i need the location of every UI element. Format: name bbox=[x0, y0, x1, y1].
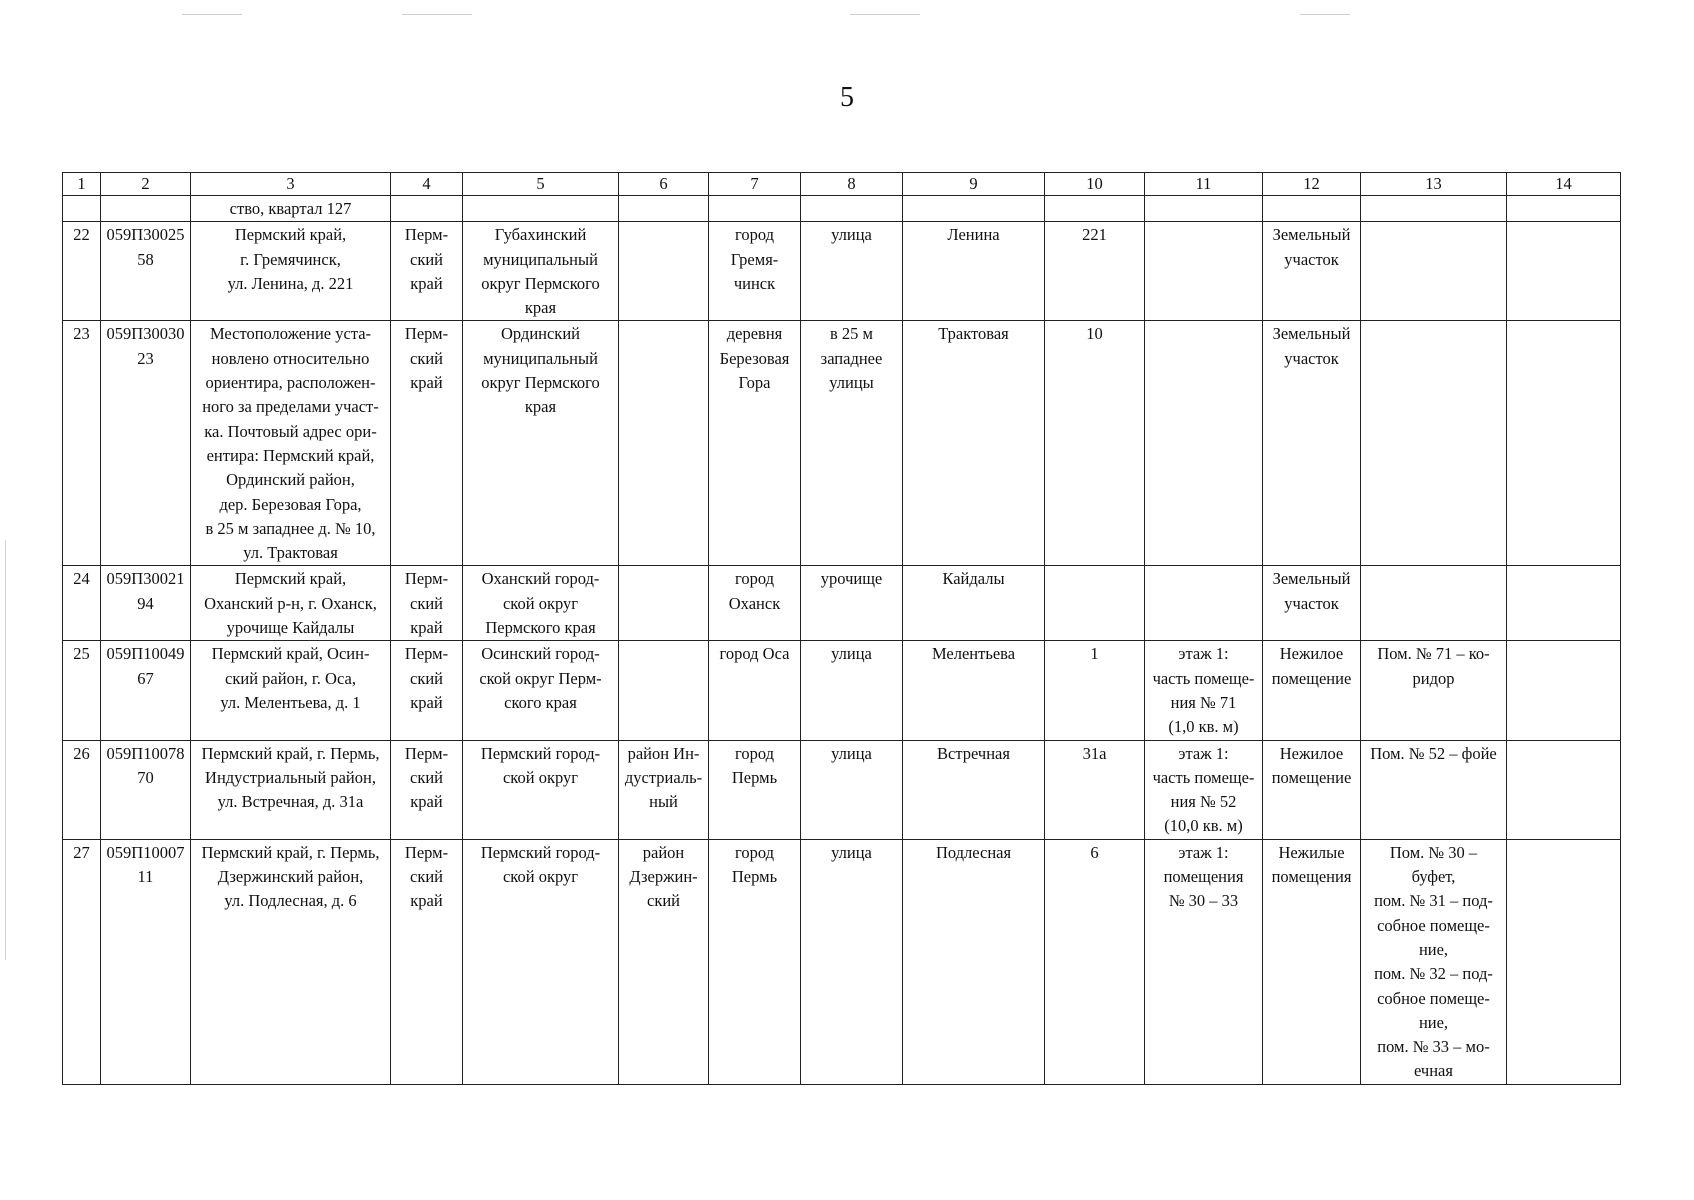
table-cell bbox=[801, 222, 903, 321]
cell-text-line: участок bbox=[1284, 348, 1339, 368]
table-cell bbox=[1045, 321, 1145, 566]
cell-text-line: урочище Кайдалы bbox=[226, 618, 355, 638]
cell-text-line: край bbox=[410, 891, 443, 911]
cell-text-line: ентира: Пермский край, bbox=[206, 445, 375, 465]
table-cell bbox=[709, 566, 801, 641]
table-cell bbox=[101, 196, 191, 222]
cell-text-line: Перм- bbox=[404, 743, 449, 763]
cell-text-line: часть помеще- bbox=[1152, 767, 1255, 787]
cell-text-line: пом. № 33 – мо- bbox=[1377, 1037, 1490, 1057]
cell-text-line: Земельный bbox=[1272, 225, 1351, 245]
table-cell bbox=[101, 222, 191, 321]
table-cell bbox=[903, 196, 1045, 222]
table-cell bbox=[63, 641, 101, 740]
cell-text-line: Дзержинский район, bbox=[217, 867, 364, 887]
table-cell bbox=[1361, 740, 1507, 839]
table-cell bbox=[63, 321, 101, 566]
cell-text-line: Оханский р-н, г. Оханск, bbox=[204, 593, 377, 613]
cell-text-line: улица bbox=[831, 225, 872, 245]
cell-text-line: ние, bbox=[1418, 1012, 1449, 1032]
table-cell bbox=[463, 641, 619, 740]
page-number: 5 bbox=[840, 82, 854, 113]
cell-text-line: 70 bbox=[137, 767, 154, 787]
cell-text-line: ского края bbox=[504, 692, 577, 712]
cell-text-line: № 30 – 33 bbox=[1168, 891, 1239, 911]
table-cell bbox=[619, 566, 709, 641]
cell-text-line: ский bbox=[410, 348, 443, 368]
table-cell bbox=[1361, 196, 1507, 222]
cell-text-line: ние, bbox=[1418, 939, 1449, 959]
cell-text-line: 11 bbox=[137, 867, 154, 887]
column-header: 13 bbox=[1361, 173, 1507, 196]
cell-text-line: ский bbox=[410, 249, 443, 269]
cell-text-line: улицы bbox=[829, 373, 874, 393]
cell-text-line: Нежилые bbox=[1278, 842, 1345, 862]
table-cell bbox=[63, 839, 101, 1084]
cell-text-line: Пермь bbox=[731, 867, 778, 887]
cell-text-line: Пермского края bbox=[485, 618, 596, 638]
table-cell bbox=[463, 222, 619, 321]
table-cell bbox=[391, 740, 463, 839]
cell-text-line: новлено относительно bbox=[211, 348, 370, 368]
table-cell bbox=[191, 321, 391, 566]
table-row bbox=[63, 839, 1621, 1084]
table-cell bbox=[391, 641, 463, 740]
cell-text-line: помещение bbox=[1271, 767, 1352, 787]
column-header: 4 bbox=[391, 173, 463, 196]
table-cell bbox=[801, 196, 903, 222]
table-cell bbox=[391, 839, 463, 1084]
cell-text-line: Пермский край, г. Пермь, bbox=[201, 842, 380, 862]
cell-text-line: западнее bbox=[820, 348, 883, 368]
table-cell bbox=[391, 196, 463, 222]
cell-text-line: ской округ bbox=[502, 867, 579, 887]
column-header: 7 bbox=[709, 173, 801, 196]
cell-text-line: улица bbox=[831, 842, 872, 862]
cell-text-line: Ординский bbox=[500, 324, 580, 344]
table-cell bbox=[463, 321, 619, 566]
cell-text-line: в 25 м западнее д. № 10, bbox=[205, 518, 376, 538]
cell-text-line: ский район, г. Оса, bbox=[225, 668, 356, 688]
cell-text-line: края bbox=[524, 397, 557, 417]
cell-text-line: ориентира, расположен- bbox=[205, 373, 376, 393]
table-cell bbox=[1145, 222, 1263, 321]
cell-text-line: дустриаль- bbox=[624, 767, 703, 787]
table-cell bbox=[1361, 321, 1507, 566]
table-cell bbox=[801, 740, 903, 839]
cell-text-line: собное помеще- bbox=[1377, 915, 1490, 935]
table-cell bbox=[1361, 566, 1507, 641]
cell-text-line: Губахинский bbox=[494, 225, 587, 245]
table-cell bbox=[709, 222, 801, 321]
table-cell bbox=[1263, 196, 1361, 222]
cell-text-line: ка. Почтовый адрес ори- bbox=[204, 421, 377, 441]
cell-text-line: Пермский край, bbox=[234, 225, 347, 245]
cell-text-line: 67 bbox=[137, 668, 154, 688]
table-cell bbox=[463, 566, 619, 641]
table-row bbox=[63, 196, 1621, 222]
table-cell bbox=[101, 566, 191, 641]
cell-text-line: чинск bbox=[733, 273, 776, 293]
cell-text-line: муниципальный bbox=[483, 348, 598, 368]
cell-text-line: участок bbox=[1284, 593, 1339, 613]
cell-text-line: 059П30030 bbox=[106, 324, 185, 344]
table-cell bbox=[1507, 641, 1621, 740]
cell-text-line: 059П10078 bbox=[106, 743, 185, 763]
table-cell bbox=[1507, 740, 1621, 839]
table-cell bbox=[1045, 839, 1145, 1084]
table-cell bbox=[619, 641, 709, 740]
table-cell bbox=[1045, 222, 1145, 321]
cell-text-line: край bbox=[410, 792, 443, 812]
cell-text-line: ечная bbox=[1414, 1061, 1453, 1081]
cell-text-line: буфет, bbox=[1411, 867, 1456, 887]
table-cell bbox=[63, 222, 101, 321]
cell-text-line: ного за пределами участ- bbox=[202, 397, 379, 417]
cell-text-line: помещения bbox=[1271, 867, 1352, 887]
cell-text-line: Дзержин- bbox=[629, 867, 698, 887]
cell-text-line: 059П30025 bbox=[106, 225, 185, 245]
cell-text-line: ский bbox=[410, 867, 443, 887]
table-cell bbox=[463, 196, 619, 222]
cell-text-line: округ Пермского bbox=[481, 373, 600, 393]
cell-text-line: ской округ bbox=[502, 593, 579, 613]
table-cell bbox=[1507, 566, 1621, 641]
table-cell bbox=[903, 839, 1045, 1084]
cell-text-line: пом. № 32 – под- bbox=[1374, 964, 1493, 984]
cell-text-line: помещение bbox=[1271, 668, 1352, 688]
cell-text-line: Пом. № 52 – фойе bbox=[1370, 743, 1497, 763]
table-cell bbox=[709, 321, 801, 566]
cell-text-line: район Ин- bbox=[627, 743, 700, 763]
cell-text-line: ской округ bbox=[502, 767, 579, 787]
cell-text-line: ул. Ленина, д. 221 bbox=[227, 273, 354, 293]
table-cell bbox=[463, 740, 619, 839]
cell-text-line: ской округ Перм- bbox=[479, 668, 602, 688]
cell-text-line: 94 bbox=[137, 593, 154, 613]
cell-text-line: округ Пермского bbox=[481, 273, 600, 293]
cell-text-line: ния № 52 bbox=[1170, 792, 1237, 812]
table-cell bbox=[1045, 641, 1145, 740]
cell-text-line: Гремя- bbox=[730, 249, 779, 269]
cell-text-line: Трактовая bbox=[938, 324, 1009, 344]
scan-artifact-line bbox=[1300, 14, 1350, 15]
scan-artifact-line bbox=[850, 14, 920, 15]
column-header: 10 bbox=[1045, 173, 1145, 196]
scan-artifact-line bbox=[402, 14, 472, 15]
cell-text-line: город bbox=[734, 569, 775, 589]
table-cell bbox=[1145, 566, 1263, 641]
column-header: 9 bbox=[903, 173, 1045, 196]
table-cell bbox=[1361, 222, 1507, 321]
cell-text-line: Пермь bbox=[731, 767, 778, 787]
table-cell bbox=[191, 839, 391, 1084]
column-header: 1 bbox=[63, 173, 101, 196]
cell-text-line: ния № 71 bbox=[1170, 692, 1237, 712]
cell-text-line: 26 bbox=[73, 743, 90, 763]
table-cell bbox=[619, 222, 709, 321]
cell-text-line: Осинский город- bbox=[481, 644, 600, 664]
cell-text-line: 221 bbox=[1082, 225, 1107, 245]
cell-text-line: 25 bbox=[73, 644, 90, 664]
cell-text-line: Земельный bbox=[1272, 569, 1351, 589]
cell-text-line: Перм- bbox=[404, 644, 449, 664]
cell-text-line: улица bbox=[831, 743, 872, 763]
cell-text-line: 1 bbox=[1090, 644, 1099, 664]
table-cell bbox=[619, 839, 709, 1084]
table-cell bbox=[903, 740, 1045, 839]
table-cell bbox=[1507, 196, 1621, 222]
cell-text-line: улица bbox=[831, 644, 872, 664]
table-cell bbox=[63, 740, 101, 839]
cell-text-line: Местоположение уста- bbox=[209, 324, 372, 344]
table-cell bbox=[801, 839, 903, 1084]
cell-text-line: город bbox=[734, 225, 775, 245]
cell-text-line: Перм- bbox=[404, 842, 449, 862]
cell-text-line: ский bbox=[410, 767, 443, 787]
table-cell bbox=[191, 222, 391, 321]
table-cell bbox=[1263, 222, 1361, 321]
cell-text-line: Ленина bbox=[947, 225, 1000, 245]
cell-text-line: ул. Мелентьева, д. 1 bbox=[220, 692, 361, 712]
column-header: 14 bbox=[1507, 173, 1621, 196]
table-cell bbox=[1145, 740, 1263, 839]
table-cell bbox=[191, 566, 391, 641]
cell-text-line: Оханский город- bbox=[481, 569, 600, 589]
cell-text-line: в 25 м bbox=[830, 324, 873, 344]
cell-text-line: край bbox=[410, 373, 443, 393]
cell-text-line: Нежилое bbox=[1279, 743, 1344, 763]
cell-text-line: г. Гремячинск, bbox=[240, 249, 341, 269]
cell-text-line: часть помеще- bbox=[1152, 668, 1255, 688]
cell-text-line: 10 bbox=[1086, 324, 1103, 344]
table-cell bbox=[1045, 196, 1145, 222]
cell-text-line: Березовая bbox=[719, 348, 790, 368]
column-header: 3 bbox=[191, 173, 391, 196]
cell-text-line: ридор bbox=[1412, 668, 1455, 688]
cell-text-line: ный bbox=[649, 792, 678, 812]
table-cell bbox=[463, 839, 619, 1084]
cell-text-line: Гора bbox=[738, 373, 771, 393]
cell-text-line: 58 bbox=[137, 249, 154, 269]
table-cell bbox=[1507, 839, 1621, 1084]
cell-text-line: пом. № 31 – под- bbox=[1374, 891, 1493, 911]
property-registry-table bbox=[62, 172, 1621, 1085]
cell-text-line: муниципальный bbox=[483, 249, 598, 269]
table-cell bbox=[101, 740, 191, 839]
cell-text-line: деревня bbox=[726, 324, 783, 344]
table-cell bbox=[1263, 740, 1361, 839]
cell-text-line: этаж 1: bbox=[1178, 743, 1229, 763]
cell-text-line: 31а bbox=[1082, 743, 1107, 763]
cell-text-line: ул. Подлесная, д. 6 bbox=[224, 891, 357, 911]
cell-text-line: Пермский край, bbox=[234, 569, 347, 589]
cell-text-line: Пермский край, Осин- bbox=[211, 644, 370, 664]
cell-text-line: ский bbox=[410, 668, 443, 688]
table-cell bbox=[903, 222, 1045, 321]
table-cell bbox=[1045, 566, 1145, 641]
table-cell bbox=[191, 740, 391, 839]
table-row bbox=[63, 740, 1621, 839]
table-row bbox=[63, 321, 1621, 566]
cell-text-line: этаж 1: bbox=[1178, 644, 1229, 664]
cell-text-line: Пом. № 30 – bbox=[1389, 842, 1478, 862]
table-cell bbox=[1361, 641, 1507, 740]
scan-artifact-line bbox=[182, 14, 242, 15]
cell-text-line: Перм- bbox=[404, 569, 449, 589]
table-cell bbox=[101, 839, 191, 1084]
cell-text-line: Земельный bbox=[1272, 324, 1351, 344]
cell-text-line: Пермский край, г. Пермь, bbox=[201, 743, 380, 763]
table-cell bbox=[391, 321, 463, 566]
table-cell bbox=[63, 566, 101, 641]
table-cell bbox=[903, 321, 1045, 566]
cell-text-line: Пермский город- bbox=[480, 842, 601, 862]
table-cell bbox=[391, 222, 463, 321]
table-cell bbox=[709, 641, 801, 740]
cell-text-line: Пом. № 71 – ко- bbox=[1377, 644, 1490, 664]
table-cell bbox=[191, 196, 391, 222]
cell-text-line: город bbox=[734, 743, 775, 763]
cell-text-line: Ординский район, bbox=[226, 470, 355, 490]
table-cell bbox=[1263, 641, 1361, 740]
cell-text-line: город bbox=[734, 842, 775, 862]
cell-text-line: 27 bbox=[73, 842, 90, 862]
table-row bbox=[63, 222, 1621, 321]
cell-text-line: 6 bbox=[1090, 842, 1099, 862]
cell-text-line: Кайдалы bbox=[942, 569, 1005, 589]
cell-text-line: (1,0 кв. м) bbox=[1168, 717, 1239, 737]
table-cell bbox=[619, 321, 709, 566]
column-header: 11 bbox=[1145, 173, 1263, 196]
table-cell bbox=[903, 566, 1045, 641]
table-cell bbox=[709, 740, 801, 839]
cell-text-line: участок bbox=[1284, 249, 1339, 269]
table-cell bbox=[619, 196, 709, 222]
scan-artifact-edge bbox=[5, 540, 6, 960]
table-cell bbox=[709, 839, 801, 1084]
cell-text-line: Подлесная bbox=[935, 842, 1012, 862]
table-cell bbox=[1145, 641, 1263, 740]
cell-text-line: край bbox=[410, 692, 443, 712]
cell-text-line: 059П10007 bbox=[106, 842, 185, 862]
cell-text-line: ул. Встречная, д. 31а bbox=[217, 792, 364, 812]
table-cell bbox=[1263, 566, 1361, 641]
cell-text-line: город Оса bbox=[719, 644, 790, 664]
cell-text-line: 059П10049 bbox=[106, 644, 185, 664]
table-cell bbox=[391, 566, 463, 641]
cell-text-line: 059П30021 bbox=[106, 569, 185, 589]
table-cell bbox=[1263, 321, 1361, 566]
cell-text-line: ул. Трактовая bbox=[243, 543, 338, 563]
cell-text-line: 22 bbox=[73, 225, 90, 245]
table-cell bbox=[1507, 321, 1621, 566]
cell-text-line: район bbox=[642, 842, 685, 862]
cell-text-line: 23 bbox=[137, 348, 154, 368]
cell-text-line: ство, квартал 127 bbox=[229, 199, 352, 218]
cell-text-line: край bbox=[410, 273, 443, 293]
cell-text-line: Оханск bbox=[728, 593, 781, 613]
table-cell bbox=[1263, 839, 1361, 1084]
table-row bbox=[63, 566, 1621, 641]
cell-text-line: 24 bbox=[73, 569, 90, 589]
table-cell bbox=[1361, 839, 1507, 1084]
cell-text-line: Перм- bbox=[404, 225, 449, 245]
cell-text-line: Нежилое bbox=[1279, 644, 1344, 664]
table-cell bbox=[1045, 740, 1145, 839]
column-header: 8 bbox=[801, 173, 903, 196]
table-cell bbox=[801, 321, 903, 566]
column-header: 2 bbox=[101, 173, 191, 196]
cell-text-line: (10,0 кв. м) bbox=[1164, 816, 1243, 836]
column-header: 6 bbox=[619, 173, 709, 196]
cell-text-line: край bbox=[410, 618, 443, 638]
cell-text-line: собное помеще- bbox=[1377, 988, 1490, 1008]
table-cell bbox=[709, 196, 801, 222]
cell-text-line: этаж 1: bbox=[1178, 842, 1229, 862]
table-body bbox=[63, 196, 1621, 1085]
table-cell bbox=[801, 566, 903, 641]
cell-text-line: Пермский город- bbox=[480, 743, 601, 763]
cell-text-line: края bbox=[524, 298, 557, 318]
table-cell bbox=[101, 641, 191, 740]
cell-text-line: Встречная bbox=[937, 743, 1010, 763]
cell-text-line: Перм- bbox=[404, 324, 449, 344]
cell-text-line: Мелентьева bbox=[931, 644, 1016, 664]
cell-text-line: помещения bbox=[1163, 867, 1244, 887]
table-cell bbox=[63, 196, 101, 222]
column-header: 5 bbox=[463, 173, 619, 196]
cell-text-line: Индустриальный район, bbox=[205, 767, 376, 787]
cell-text-line: ский bbox=[647, 891, 680, 911]
cell-text-line: ский bbox=[410, 593, 443, 613]
table-cell bbox=[1145, 196, 1263, 222]
cell-text-line: урочище bbox=[820, 569, 883, 589]
cell-text-line: 23 bbox=[73, 324, 90, 344]
column-number-row bbox=[63, 173, 1621, 196]
table-cell bbox=[101, 321, 191, 566]
table-cell bbox=[903, 641, 1045, 740]
cell-text-line: дер. Березовая Гора, bbox=[219, 494, 362, 514]
table-cell bbox=[801, 641, 903, 740]
table-cell bbox=[1145, 839, 1263, 1084]
table-row bbox=[63, 641, 1621, 740]
table-cell bbox=[1507, 222, 1621, 321]
table-cell bbox=[191, 641, 391, 740]
table-cell bbox=[1145, 321, 1263, 566]
table-cell bbox=[619, 740, 709, 839]
column-header: 12 bbox=[1263, 173, 1361, 196]
